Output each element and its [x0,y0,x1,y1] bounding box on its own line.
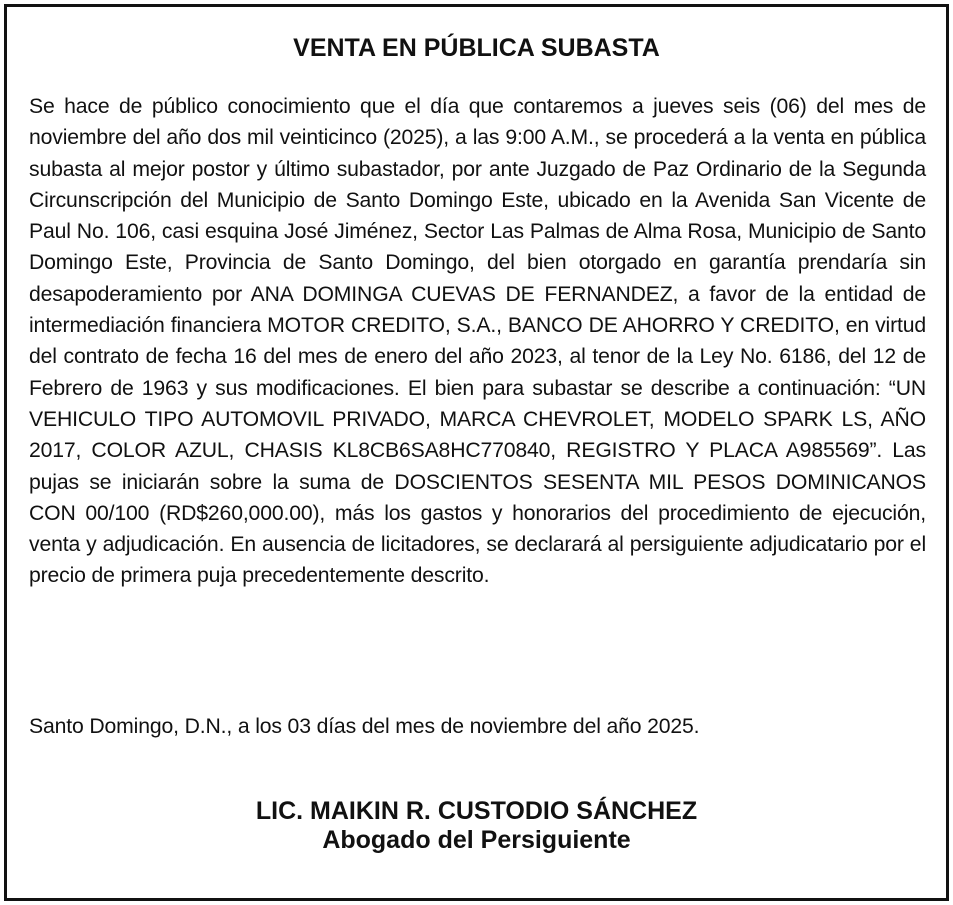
notice-body: Se hace de público conocimiento que el día que contaremos a jueves seis (06) del mes de noviembre del año dos mil veinticinco (2025), a las 9:00 A.M., se procederá a la venta en pública subasta al mejor postor y último subastador, por ante Juzgado de Paz Ordinario de la Segunda Circunscripción del Municipio de Santo Domingo Este, ubicado en la Avenida San Vicente de Paul No. 106, casi esquina José Jiménez, Sector Las Palmas de Alma Rosa, Municipio de Santo Domingo Este, Provincia de Santo Domingo, del bien otorgado en garantía prendaría sin desapoderamiento por ANA DOMINGA CUEVAS DE FERNANDEZ, a favor de la entidad de intermediación financiera MOTOR CREDITO, S.A., BANCO DE AHORRO Y CREDITO, en virtud del contrato de fecha 16 del mes de enero del año 2023, al tenor de la Ley No. 6186, del 12 de Febrero de 1963 y sus modificaciones. El bien para subastar se describe a continuación: “UN VEHICULO TIPO AUTOMOVIL PRIVADO, MARCA CHEVROLET, MODELO SPARK LS, AÑO 2017, COLOR AZUL, CHASIS KL8CB6SA8HC770840, REGISTRO Y PLACA A985569”. Las pujas se iniciarán sobre la suma de DOSCIENTOS SESENTA MIL PESOS DOMINICANOS CON 00/100 (RD$260,000.00), más los gastos y honorarios del procedimiento de ejecución, venta y adjudicación. En ausencia de licitadores, se declarará al persiguiente adjudicatario por el precio de primera puja precedentemente descrito. [29,95,926,588]
signature-block [7,797,946,855]
signature-name: LIC. MAIKIN R. CUSTODIO SÁNCHEZ [255,797,698,825]
notice-title: VENTA EN PÚBLICA SUBASTA [293,34,660,62]
signature-role: Abogado del Persiguiente [322,826,631,854]
notice-frame [4,4,949,901]
notice-date-line: Santo Domingo, D.N., a los 03 días del mes de noviembre del año 2025. [29,715,700,738]
